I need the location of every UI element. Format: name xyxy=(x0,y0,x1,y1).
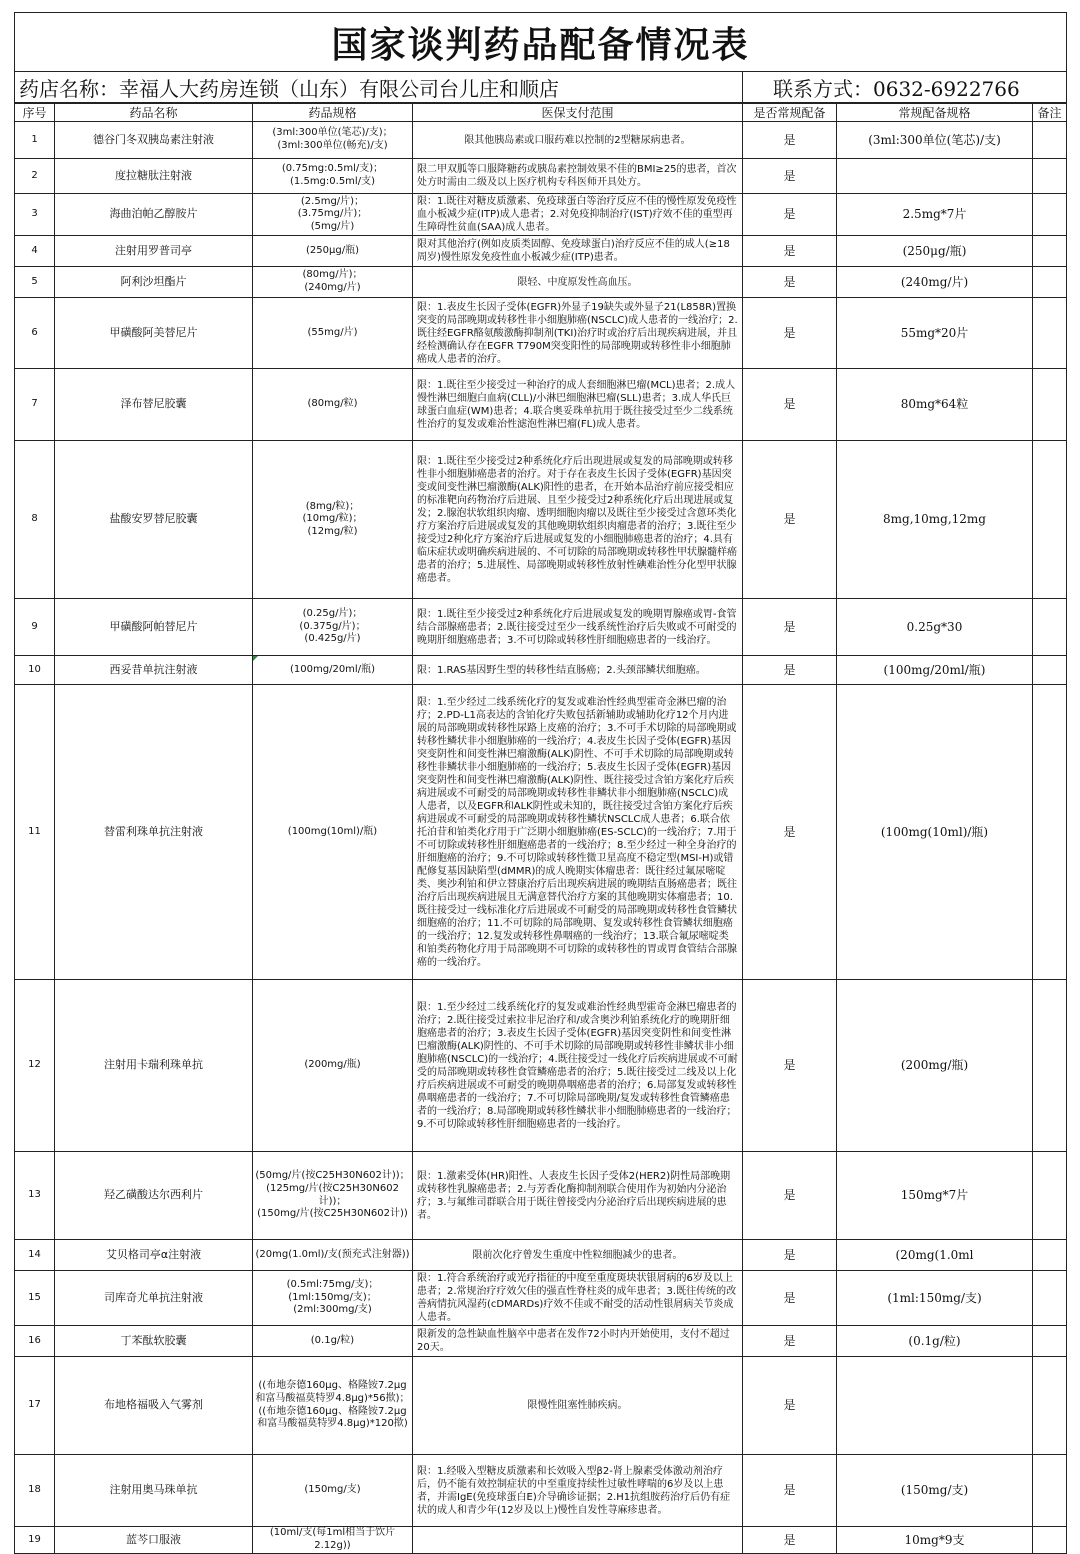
contact-info: 联系方式：0632-6922766 xyxy=(743,72,1067,104)
cell-no: 4 xyxy=(15,236,55,267)
cell-regular: 是 xyxy=(743,1271,837,1326)
cell-drug-name: 度拉糖肽注射液 xyxy=(55,159,253,194)
cell-regular-spec: (1ml:150mg/支) xyxy=(837,1271,1033,1326)
cell-regular: 是 xyxy=(743,369,837,441)
cell-spec: (250μg/瓶) xyxy=(253,236,413,267)
cell-no: 11 xyxy=(15,685,55,980)
cell-no: 6 xyxy=(15,298,55,369)
cell-scope: 限：1.既往至少接受过2种系统化疗后进展或复发的晚期胃腺癌或胃-食管结合部腺癌患者；2.既往接受过至少一线系统性治疗后失败或不可耐受的晚期肝细胞癌患者；3.不可切除或转移性肝细胞癌患者的一线治疗。 xyxy=(413,599,743,656)
cell-spec: (3ml:300单位(笔芯)/支)； (3ml:300单位(畅充)/支) xyxy=(253,122,413,159)
table-row xyxy=(15,1455,1067,1527)
cell-spec: (0.75mg:0.5ml/支)； (1.5mg:0.5ml/支) xyxy=(253,159,413,194)
cell-scope: 限其他胰岛素或口服药难以控制的2型糖尿病患者。 xyxy=(413,122,743,159)
cell-drug-name: 艾贝格司亭α注射液 xyxy=(55,1240,253,1271)
col-header-regular: 是否常规配备 xyxy=(743,103,837,122)
cell-note xyxy=(1033,159,1067,194)
cell-regular: 是 xyxy=(743,122,837,159)
table-row xyxy=(15,122,1067,159)
cell-regular: 是 xyxy=(743,298,837,369)
cell-drug-name: 泽布替尼胶囊 xyxy=(55,369,253,441)
table-row xyxy=(15,1326,1067,1357)
cell-no: 13 xyxy=(15,1152,55,1240)
cell-spec: (150mg/支) xyxy=(253,1455,413,1527)
cell-regular: 是 xyxy=(743,656,837,685)
cell-note xyxy=(1033,1326,1067,1357)
cell-spec: (100mg/20ml/瓶) xyxy=(253,656,413,685)
cell-drug-name: 德谷门冬双胰岛素注射液 xyxy=(55,122,253,159)
cell-scope: 限：1.经吸入型糖皮质激素和长效吸入型β2-肾上腺素受体激动剂治疗后，仍不能有效控制症状的中至重度持续性过敏性哮喘的6岁及以上患者，并需IgE(免疫球蛋白E)介导确诊证据；2.H1抗组胺药治疗后仍有症状的成人和青少年(12岁及以上)慢性自发性荨麻疹患者。 xyxy=(413,1455,743,1527)
table-row xyxy=(15,369,1067,441)
cell-spec: (80mg/片)； (240mg/片) xyxy=(253,267,413,298)
cell-no: 10 xyxy=(15,656,55,685)
cell-regular-spec: (100mg/20ml/瓶) xyxy=(837,656,1033,685)
cell-regular-spec: (150mg/支) xyxy=(837,1455,1033,1527)
table-row xyxy=(15,685,1067,980)
cell-spec: (0.25g/片)； (0.375g/片)； (0.425g/片) xyxy=(253,599,413,656)
table-row xyxy=(15,159,1067,194)
col-header-scope: 医保支付范围 xyxy=(413,103,743,122)
cell-scope: 限对其他治疗(例如皮质类固醇、免疫球蛋白)治疗反应不佳的成人(≥18周岁)慢性原发免疫性血小板减少症(ITP)患者。 xyxy=(413,236,743,267)
cell-no: 17 xyxy=(15,1357,55,1455)
cell-regular-spec: (100mg(10ml)/瓶) xyxy=(837,685,1033,980)
cell-drug-name: 甲磺酸阿美替尼片 xyxy=(55,298,253,369)
col-header-no: 序号 xyxy=(15,103,55,122)
cell-drug-name: 盐酸安罗替尼胶囊 xyxy=(55,441,253,599)
cell-scope: 限：1.既往至少接受过2种系统化疗后出现进展或复发的局部晚期或转移性非小细胞肺癌患者的治疗。对于存在表皮生长因子受体(EGFR)基因突变或间变性淋巴瘤激酶(ALK)阳性的患者，在开始本品治疗前应接受相应的标准靶向药物治疗后进展、且至少接受过2种系统化疗后出现进展或复发；2.腺泡状软组织肉瘤、透明细胞肉瘤以及既往至少接受过含蒽环类化疗方案治疗后进展或复发的其他晚期软组织肉瘤患者的治疗；3.既往至少接受过2种化疗方案治疗后进展或复发的小细胞肺癌患者的治疗；4.具有临床症状或明确疾病进展的、不可切除的局部晚期或转移性甲状腺髓样癌患者的治疗；5.进展性、局部晚期或转移性放射性碘难治性分化型甲状腺癌患者。 xyxy=(413,441,743,599)
table-row xyxy=(15,1357,1067,1455)
cell-spec: (80mg/粒) xyxy=(253,369,413,441)
cell-drug-name: 西妥昔单抗注射液 xyxy=(55,656,253,685)
cell-regular: 是 xyxy=(743,194,837,236)
cell-note xyxy=(1033,267,1067,298)
cell-drug-name: 注射用卡瑞利珠单抗 xyxy=(55,980,253,1152)
cell-drug-name: 羟乙磺酸达尔西利片 xyxy=(55,1152,253,1240)
cell-scope: 限：1.至少经过二线系统化疗的复发或难治性经典型霍奇金淋巴瘤患者的治疗；2.既往接受过索拉非尼治疗和/或含奥沙利铂系统化疗的晚期肝细胞癌患者的治疗；3.表皮生长因子受体(EGFR)基因突变阴性和间变性淋巴瘤激酶(ALK)阴性的、不可手术切除的局部晚期或转移性非鳞状非小细胞肺癌(NSCLC)的一线治疗；4.既往接受过一线化疗后疾病进展或不可耐受的局部晚期或转移性食管鳞癌患者的治疗；5.既往接受过二线及以上化疗后疾病进展或不可耐受的晚期鼻咽癌患者的治疗；6.局部复发或转移性鼻咽癌患者的一线治疗；7.不可切除局部晚期/复发或转移性食管鳞癌患者的一线治疗；8.局部晚期或转移性鳞状非小细胞肺癌患者的一线治疗；9.不可切除或转移性肝细胞癌患者的一线治疗。 xyxy=(413,980,743,1152)
cell-spec: (0.1g/粒) xyxy=(253,1326,413,1357)
cell-drug-name: 替雷利珠单抗注射液 xyxy=(55,685,253,980)
cell-note xyxy=(1033,1527,1067,1554)
cell-drug-name: 注射用奥马珠单抗 xyxy=(55,1455,253,1527)
cell-scope: 限：1.表皮生长因子受体(EGFR)外显子19缺失或外显子21(L858R)置换突变的局部晚期或转移性非小细胞肺癌(NSCLC)成人患者的一线治疗；2.既往经EGFR酪氨酸激酶抑制剂(TKI)治疗时或治疗后出现疾病进展，并且经检测确认存在EGFR T790M突变阳性的局部晚期或转移性非小细胞肺癌成人患者的治疗。 xyxy=(413,298,743,369)
cell-no: 16 xyxy=(15,1326,55,1357)
cell-spec: (20mg(1.0ml)/支(预充式注射器)) xyxy=(253,1240,413,1271)
cell-regular-spec: (250μg/瓶) xyxy=(837,236,1033,267)
cell-drug-name: 阿利沙坦酯片 xyxy=(55,267,253,298)
cell-no: 3 xyxy=(15,194,55,236)
cell-regular-spec: 0.25g*30 xyxy=(837,599,1033,656)
cell-regular: 是 xyxy=(743,1357,837,1455)
cell-note xyxy=(1033,194,1067,236)
table-row xyxy=(15,1152,1067,1240)
cell-spec: (200mg/瓶) xyxy=(253,980,413,1152)
cell-spec: (55mg/片) xyxy=(253,298,413,369)
cell-regular-spec: (240mg/片) xyxy=(837,267,1033,298)
cell-no: 5 xyxy=(15,267,55,298)
cell-note xyxy=(1033,298,1067,369)
cell-scope: 限轻、中度原发性高血压。 xyxy=(413,267,743,298)
cell-drug-name: 甲磺酸阿帕替尼片 xyxy=(55,599,253,656)
cell-regular: 是 xyxy=(743,980,837,1152)
col-header-spec: 药品规格 xyxy=(253,103,413,122)
cell-scope: 限：1.既往至少接受过一种治疗的成人套细胞淋巴瘤(MCL)患者；2.成人慢性淋巴细胞白血病(CLL)/小淋巴细胞淋巴瘤(SLL)患者；3.成人华氏巨球蛋白血症(WM)患者；4.联合奥妥珠单抗用于既往接受过至少二线系统性治疗的复发或难治性滤泡性淋巴瘤(FL)成人患者。 xyxy=(413,369,743,441)
cell-regular-spec: (0.1g/粒) xyxy=(837,1326,1033,1357)
table-row xyxy=(15,194,1067,236)
cell-scope: 限二甲双胍等口服降糖药或胰岛素控制效果不佳的BMI≥25的患者，首次处方时需由二级及以上医疗机构专科医师开具处方。 xyxy=(413,159,743,194)
cell-regular: 是 xyxy=(743,441,837,599)
cell-scope: 限新发的急性缺血性脑卒中患者在发作72小时内开始使用，支付不超过20天。 xyxy=(413,1326,743,1357)
cell-note xyxy=(1033,122,1067,159)
table-row xyxy=(15,1271,1067,1326)
cell-drug-name: 丁苯酞软胶囊 xyxy=(55,1326,253,1357)
cell-scope: 限：1.RAS基因野生型的转移性结直肠癌；2.头颈部鳞状细胞癌。 xyxy=(413,656,743,685)
header-row xyxy=(15,103,1067,122)
cell-scope: 限：1.符合系统治疗或光疗指征的中度至重度斑块状银屑病的6岁及以上患者；2.常规治疗疗效欠佳的强直性脊柱炎的成年患者；3.既往传统的改善病情抗风湿药(cDMARDs)疗效不佳或不耐受的活动性银屑病关节炎成人患者。 xyxy=(413,1271,743,1326)
table-row xyxy=(15,656,1067,685)
cell-no: 7 xyxy=(15,369,55,441)
cell-regular: 是 xyxy=(743,1527,837,1554)
table-row xyxy=(15,441,1067,599)
cell-regular-spec xyxy=(837,159,1033,194)
table-row xyxy=(15,236,1067,267)
cell-regular-spec: 10mg*9支 xyxy=(837,1527,1033,1554)
cell-note xyxy=(1033,1271,1067,1326)
cell-drug-name: 注射用罗普司亭 xyxy=(55,236,253,267)
cell-scope: 限：1.既往对糖皮质激素、免疫球蛋白等治疗反应不佳的慢性原发免疫性血小板减少症(ITP)成人患者；2.对免疫抑制治疗(IST)疗效不佳的重型再生障碍性贫血(SAA)成人患者。 xyxy=(413,194,743,236)
cell-note xyxy=(1033,1357,1067,1455)
cell-regular-spec xyxy=(837,1357,1033,1455)
table-row xyxy=(15,980,1067,1152)
cell-regular-spec: (200mg/瓶) xyxy=(837,980,1033,1152)
cell-spec: (2.5mg/片)； (3.75mg/片)； (5mg/片) xyxy=(253,194,413,236)
cell-spec: (50mg/片(按C25H30N602计))； (125mg/片(按C25H30N602计))； (150mg/片(按C25H30N602计)) xyxy=(253,1152,413,1240)
report-sheet xyxy=(14,12,1066,1554)
cell-no: 1 xyxy=(15,122,55,159)
cell-scope: 限：1.激素受体(HR)阳性、人表皮生长因子受体2(HER2)阴性局部晚期或转移性乳腺癌患者；2.与芳香化酶抑制剂联合使用作为初始内分泌治疗；3.与氟维司群联合用于既往曾接受内分泌治疗后出现疾病进展的患者。 xyxy=(413,1152,743,1240)
cell-spec: (100mg(10ml)/瓶) xyxy=(253,685,413,980)
table-row xyxy=(15,1527,1067,1554)
cell-no: 18 xyxy=(15,1455,55,1527)
table-body xyxy=(15,122,1067,1554)
cell-regular-spec: 8mg,10mg,12mg xyxy=(837,441,1033,599)
cell-regular-spec: 80mg*64粒 xyxy=(837,369,1033,441)
cell-no: 14 xyxy=(15,1240,55,1271)
cell-no: 15 xyxy=(15,1271,55,1326)
cell-note xyxy=(1033,599,1067,656)
cell-note xyxy=(1033,236,1067,267)
cell-regular: 是 xyxy=(743,236,837,267)
cell-spec: (10ml/支(每1ml相当于饮片2.12g)) xyxy=(253,1527,413,1554)
cell-note xyxy=(1033,1240,1067,1271)
cell-spec: (8mg/粒)； (10mg/粒)； (12mg/粒) xyxy=(253,441,413,599)
cell-note xyxy=(1033,685,1067,980)
cell-no: 9 xyxy=(15,599,55,656)
table-row xyxy=(15,267,1067,298)
cell-drug-name: 布地格福吸入气雾剂 xyxy=(55,1357,253,1455)
col-header-note: 备注 xyxy=(1033,103,1067,122)
cell-regular: 是 xyxy=(743,1152,837,1240)
table-row xyxy=(15,298,1067,369)
cell-note xyxy=(1033,369,1067,441)
cell-regular: 是 xyxy=(743,1455,837,1527)
cell-drug-name: 海曲泊帕乙醇胺片 xyxy=(55,194,253,236)
table-row xyxy=(15,599,1067,656)
cell-regular-spec: 150mg*7片 xyxy=(837,1152,1033,1240)
cell-regular: 是 xyxy=(743,1326,837,1357)
cell-drug-name: 司库奇尤单抗注射液 xyxy=(55,1271,253,1326)
cell-note xyxy=(1033,1152,1067,1240)
col-header-name: 药品名称 xyxy=(55,103,253,122)
cell-regular: 是 xyxy=(743,267,837,298)
cell-regular: 是 xyxy=(743,1240,837,1271)
cell-spec: (0.5ml:75mg/支)； (1ml:150mg/支)； (2ml:300mg/支) xyxy=(253,1271,413,1326)
drug-table xyxy=(14,12,1067,1554)
cell-regular-spec: (3ml:300单位(笔芯)/支) xyxy=(837,122,1033,159)
cell-note xyxy=(1033,980,1067,1152)
cell-scope: 限：1.至少经过二线系统化疗的复发或难治性经典型霍奇金淋巴瘤的治疗；2.PD-L1高表达的含铂化疗失败包括新辅助或辅助化疗12个月内进展的局部晚期或转移性尿路上皮癌的治疗；3.不可手术切除的局部晚期或转移性鳞状非小细胞肺癌的一线治疗；4.表皮生长因子受体(EGFR)基因突变阴性和间变性淋巴瘤激酶(ALK)阴性、不可手术切除的局部晚期或转移性非鳞状非小细胞肺癌的一线治疗；5.表皮生长因子受体(EGFR)基因突变阴性和间变性淋巴瘤激酶(ALK)阴性、既往接受过含铂方案化疗后疾病进展或不可耐受的局部晚期或转移性非鳞状非小细胞肺癌(NSCLC)成人患者，以及EGFR和ALK阴性或未知的，既往接受过含铂方案化疗后疾病进展或不可耐受的局部晚期或转移性鳞状NSCLC成人患者；6.联合依托泊苷和铂类化疗用于广泛期小细胞肺癌(ES-SCLC)的一线治疗；7.用于不可切除或转移性肝细胞癌患者的一线治疗；8.至少经过一种全身治疗的肝细胞癌的治疗；9.不可切除或转移性微卫星高度不稳定型(MSI-H)或错配修复基因缺陷型(dMMR)的成人晚期实体瘤患者：既往经过氟尿嘧啶类、奥沙利铂和伊立替康治疗后出现疾病进展的晚期结直肠癌患者；既往治疗后出现疾病进展且无满意替代治疗方案的其他晚期实体瘤患者；10.既往接受过一线标准化疗后进展或不可耐受的局部晚期或转移性食管鳞状细胞癌的治疗；11.不可切除的局部晚期、复发或转移性食管鳞状细胞癌的一线治疗；12.复发或转移性鼻咽癌的一线治疗；13.联合氟尿嘧啶类和铂类药物化疗用于局部晚期不可切除的或转移性的胃或胃食管结合部腺癌的一线治疗。 xyxy=(413,685,743,980)
col-header-regular-spec: 常规配备规格 xyxy=(837,103,1033,122)
store-name: 药店名称：幸福人大药房连锁（山东）有限公司台儿庄和顺店 xyxy=(15,72,743,104)
cell-note xyxy=(1033,441,1067,599)
cell-regular: 是 xyxy=(743,159,837,194)
cell-note xyxy=(1033,1455,1067,1527)
cell-no: 8 xyxy=(15,441,55,599)
cell-drug-name: 蓝芩口服液 xyxy=(55,1527,253,1554)
cell-regular-spec: 2.5mg*7片 xyxy=(837,194,1033,236)
cell-scope: 限慢性阻塞性肺疾病。 xyxy=(413,1357,743,1455)
cell-note xyxy=(1033,656,1067,685)
cell-no: 12 xyxy=(15,980,55,1152)
cell-regular: 是 xyxy=(743,599,837,656)
cell-no: 2 xyxy=(15,159,55,194)
table-row xyxy=(15,1240,1067,1271)
cell-regular-spec: (20mg(1.0ml xyxy=(837,1240,1033,1271)
cell-spec: ((布地奈德160μg、格隆铵7.2μg和富马酸福莫特罗4.8μg)*56揿)； ((布地奈德160μg、格隆铵7.2μg和富马酸福莫特罗4.8μg)*120揿) xyxy=(253,1357,413,1455)
cell-regular: 是 xyxy=(743,685,837,980)
cell-no: 19 xyxy=(15,1527,55,1554)
cell-scope: 限前次化疗曾发生重度中性粒细胞减少的患者。 xyxy=(413,1240,743,1271)
page-title: 国家谈判药品配备情况表 xyxy=(15,13,1067,72)
cell-scope xyxy=(413,1527,743,1554)
cell-regular-spec: 55mg*20片 xyxy=(837,298,1033,369)
